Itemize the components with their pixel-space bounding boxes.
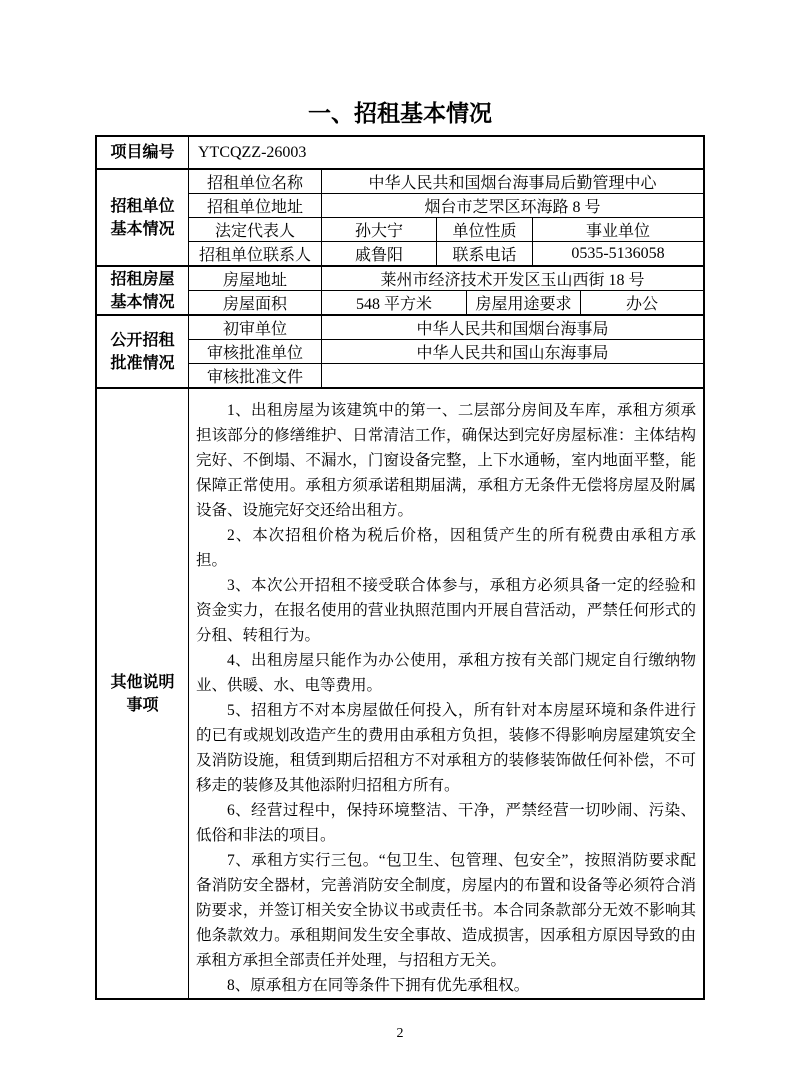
section-unit-info xyxy=(97,168,703,265)
section-house-info xyxy=(97,265,703,314)
house-address-label: 房屋地址 xyxy=(189,267,322,290)
unit-name-row xyxy=(189,170,703,193)
unit-name-value: 中华人民共和国烟台海事局后勤管理中心 xyxy=(368,175,657,192)
house-area-row xyxy=(189,290,703,314)
other-notes-paragraph-4: 4、出租房屋只能作为办公使用，承租方按有关部门规定自行缴纳物业、供暖、水、电等费用。 xyxy=(196,652,696,694)
initial-review-value: 中华人民共和国烟台海事局 xyxy=(416,321,609,338)
unit-nature-label: 单位性质 xyxy=(437,218,533,241)
house-section-label-line1: 招租房屋 xyxy=(110,270,175,288)
other-notes-paragraph-8: 8、原承租方在同等条件下拥有优先承租权。 xyxy=(227,977,530,994)
other-notes-paragraph-5: 5、招租方不对本房屋做任何投入，所有针对本房屋环境和条件进行的已有或规划改造产生的费用由承租方负担，装修不得影响房屋建筑安全及消防设施，租赁到期后招租方不对承租方的装修装饰做任何补偿，不可移走的装修及其他添附归招租方所有。 xyxy=(196,702,696,794)
unit-name-label: 招租单位名称 xyxy=(189,170,322,193)
approval-unit-label: 审核批准单位 xyxy=(189,340,322,363)
approval-unit-row xyxy=(189,339,703,363)
house-area-label: 房屋面积 xyxy=(189,291,322,314)
legal-representative-value: 孙大宁 xyxy=(322,218,437,241)
section-project-number xyxy=(97,137,703,168)
other-notes-label-line2: 事项 xyxy=(126,696,159,714)
house-section-label xyxy=(97,267,189,314)
initial-review-row xyxy=(189,316,703,339)
other-notes-paragraph-1: 1、出租房屋为该建筑中的第一、二层部分房间及车库，承租方须承担该部分的修缮维护、日常清洁工作，确保达到完好房屋标准：主体结构完好、不倒塌、不漏水，门窗设备完整，上下水通畅，室内地面平整，能保障正常使用。承租方须承诺租期届满，承租方无条件无偿将房屋及附属设备、设施完好交还给出租方。 xyxy=(196,402,696,519)
unit-nature-value: 事业单位 xyxy=(585,223,650,240)
unit-address-row xyxy=(189,193,703,217)
unit-address-value: 烟台市芝罘区环海路 8 号 xyxy=(424,199,601,216)
project-number-value: YTCQZZ-26003 xyxy=(198,143,307,161)
section-other-notes xyxy=(97,387,703,998)
approval-section-label-line2: 批准情况 xyxy=(110,354,175,372)
other-notes-label xyxy=(97,389,189,998)
other-notes-body xyxy=(189,389,703,998)
approval-section-label xyxy=(97,316,189,387)
unit-section-label-line2: 基本情况 xyxy=(110,220,175,238)
contact-phone-label: 联系电话 xyxy=(437,242,533,265)
house-section-label-line2: 基本情况 xyxy=(110,293,175,311)
rental-info-table xyxy=(95,135,705,1000)
house-area-value: 548 平方米 xyxy=(322,291,467,314)
approval-unit-value: 中华人民共和国山东海事局 xyxy=(416,345,609,362)
page-number: 2 xyxy=(396,1026,404,1041)
page-title: 一、招租基本情况 xyxy=(308,100,492,126)
unit-section-label xyxy=(97,170,189,265)
contact-phone-value: 0535-5136058 xyxy=(571,244,665,262)
house-use-value: 办公 xyxy=(625,296,658,313)
other-notes-label-line1: 其他说明 xyxy=(110,673,175,691)
unit-contact-row xyxy=(189,241,703,265)
approval-doc-label: 审核批准文件 xyxy=(189,364,322,387)
section-approval-info xyxy=(97,314,703,387)
other-notes-paragraph-7: 7、承租方实行三包。“包卫生、包管理、包安全”，按照消防要求配备消防安全器材，完善消防安全制度，房屋内的布置和设备等必须符合消防要求，并签订相关安全协议书或责任书。本合同条款部分无效不影响其他条款效力。承租期间发生安全事故、造成损害，因承租方原因导致的由承租方承担全部责任并处理，与招租方无关。 xyxy=(196,852,696,969)
other-notes-paragraph-6: 6、经营过程中，保持环境整洁、干净，严禁经营一切吵闹、污染、低俗和非法的项目。 xyxy=(196,802,696,844)
unit-address-label: 招租单位地址 xyxy=(189,194,322,217)
unit-section-label-line1: 招租单位 xyxy=(110,197,175,215)
house-address-value: 莱州市经济技术开发区玉山西街 18 号 xyxy=(380,272,645,289)
house-use-label: 房屋用途要求 xyxy=(467,291,581,314)
approval-doc-value xyxy=(322,364,703,387)
legal-representative-row xyxy=(189,217,703,241)
house-address-row xyxy=(189,267,703,290)
approval-doc-row xyxy=(189,363,703,387)
project-number-label xyxy=(97,137,189,168)
legal-representative-label: 法定代表人 xyxy=(189,218,322,241)
approval-section-label-line1: 公开招租 xyxy=(110,331,175,349)
unit-contact-label: 招租单位联系人 xyxy=(189,242,322,265)
unit-contact-value: 戚鲁阳 xyxy=(322,242,437,265)
initial-review-label: 初审单位 xyxy=(189,316,322,339)
other-notes-paragraph-3: 3、本次公开招租不接受联合体参与，承租方必须具备一定的经验和资金实力，在报名使用的营业执照范围内开展自营活动，严禁任何形式的分租、转租行为。 xyxy=(196,577,696,644)
other-notes-paragraph-2: 2、本次招租价格为税后价格，因租赁产生的所有税费由承租方承担。 xyxy=(196,527,696,569)
project-number-label-text: 项目编号 xyxy=(110,144,175,161)
